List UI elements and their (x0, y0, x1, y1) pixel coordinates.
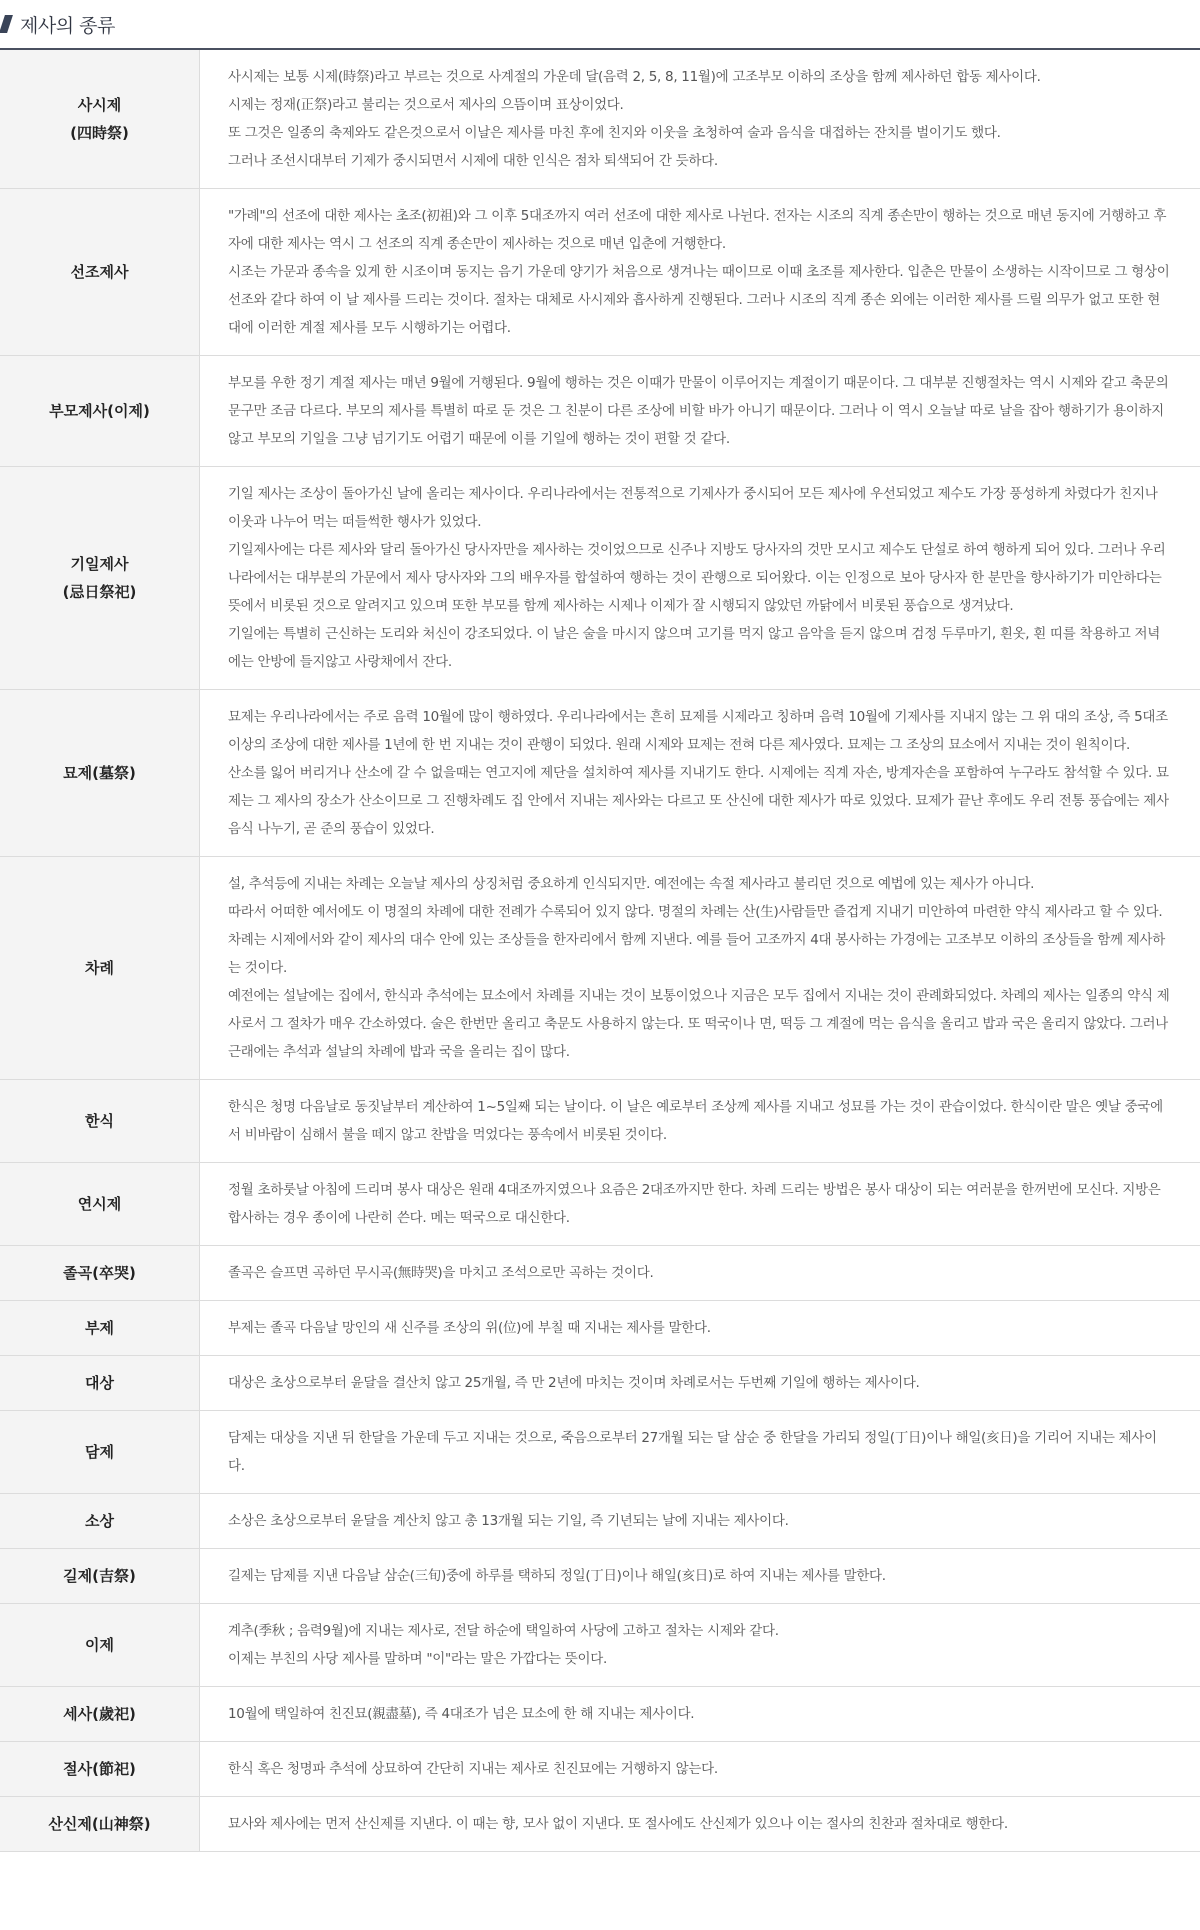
description-paragraph: 기일에는 특별히 근신하는 도리와 처신이 강조되었다. 이 날은 술을 마시지 않으며 고기를 먹지 않고 음악을 듣지 않으며 검정 두루마기, 흰옷, 흰 띠를 착용하고 저녁에는 안방에 들지않고 사랑채에서 잔다. (228, 626, 1160, 670)
rite-name-cell (0, 356, 200, 466)
rite-name: 절사(節祀) (63, 1760, 136, 1778)
rite-name: (忌日祭祀) (62, 583, 137, 601)
description-paragraph: "가례"의 선조에 대한 제사는 초조(初祖)와 그 이후 5대조까지 여러 선조에 대한 제사로 나뉜다. 전자는 시조의 직계 종손만이 행하는 것으로 매년 동지에 거행하고 후자에 대한 제사는 역시 그 선조의 직계 종손만이 제사하는 것으로 매년 입춘에 거행한다. (228, 208, 1167, 252)
description-paragraph: 대상은 초상으로부터 윤달을 결산치 않고 25개월, 즉 만 2년에 마치는 것이며 차례로서는 두번째 기일에 행하는 제사이다. (228, 1375, 920, 1391)
rite-description-cell (200, 1494, 1200, 1548)
description-paragraph: 한식은 청명 다음날로 동짓날부터 계산하여 1~5일째 되는 날이다. 이 날은 예로부터 조상께 제사를 지내고 성묘를 가는 것이 관습이었다. 한식이란 말은 옛날 중국에서 비바람이 심해서 불을 떼지 않고 찬밥을 먹었다는 풍속에서 비롯된 것이다. (228, 1099, 1163, 1143)
description-paragraph: 그러나 조선시대부터 기제가 중시되면서 시제에 대한 인식은 점차 퇴색되어 간 듯하다. (228, 153, 718, 169)
rite-name: 기일제사 (70, 555, 129, 573)
rite-name: 대상 (85, 1374, 114, 1392)
rites-table (0, 48, 1200, 1852)
slash-bar-icon (0, 15, 13, 33)
description-paragraph: 부모를 우한 정기 계절 제사는 매년 9월에 거행된다. 9월에 행하는 것은 이때가 만물이 이루어지는 계절이기 때문이다. 그 대부분 진행절차는 역시 시제와 같고 축문의 문구만 조금 다르다. 부모의 제사를 특별히 따로 둔 것은 그 친분이 다른 조상에 비할 바가 아니기 때문이다. 그러나 이 역시 오늘날 따로 날을 잡아 행하기가 용이하지 않고 부모의 기일을 그냥 넘기기도 어렵기 때문에 이를 기일에 행하는 것이 편할 것 같다. (228, 375, 1169, 447)
rite-name: 길제(吉祭) (63, 1567, 136, 1585)
table-row (0, 1246, 1200, 1301)
description-paragraph: 묘사와 제사에는 먼저 산신제를 지낸다. 이 때는 향, 모사 없이 지낸다. 또 절사에도 산신제가 있으나 이는 절사의 친찬과 절차대로 행한다. (228, 1816, 1008, 1832)
rite-description-cell (200, 189, 1200, 355)
rite-name-cell (0, 1797, 200, 1851)
description-paragraph: 묘제는 우리나라에서는 주로 음력 10월에 많이 행하였다. 우리나라에서는 흔히 묘제를 시제라고 칭하며 음력 10월에 기제사를 지내지 않는 그 위 대의 조상, 즉 5대조 이상의 조상에 대한 제사를 1년에 한 번 지내는 것이 관행이 되었다. 원래 시제와 묘제는 전혀 다른 제사였다. 묘제는 그 조상의 묘소에서 지내는 것이 원칙이다. (228, 709, 1168, 753)
rite-name: 차례 (85, 959, 114, 977)
description-paragraph: 담제는 대상을 지낸 뒤 한달을 가운데 두고 지내는 것으로, 죽음으로부터 27개월 되는 달 삼순 중 한달을 가리되 정일(丁日)이나 해일(亥日)을 기리어 지내는 제사이다. (228, 1430, 1157, 1474)
rite-name-cell (0, 467, 200, 689)
table-row (0, 1797, 1200, 1852)
rite-name: 선조제사 (70, 263, 129, 281)
rite-description-cell (200, 857, 1200, 1079)
rite-name: 세사(歲祀) (63, 1705, 136, 1723)
description-paragraph: 또 그것은 일종의 축제와도 같은것으로서 이날은 제사를 마친 후에 친지와 이웃을 초청하여 술과 음식을 대접하는 잔치를 벌이기도 했다. (228, 125, 1001, 141)
description-paragraph: 설, 추석등에 지내는 차례는 오늘날 제사의 상징처럼 중요하게 인식되지만. 예전에는 속절 제사라고 불리던 것으로 예법에 있는 제사가 아니다. (228, 876, 1035, 892)
description-paragraph: 시제는 정재(正祭)라고 불리는 것으로서 제사의 으뜸이며 표상이었다. (228, 97, 624, 113)
table-row (0, 356, 1200, 467)
rite-description-cell (200, 1549, 1200, 1603)
rite-name: (四時祭) (70, 124, 129, 142)
rite-name-cell (0, 1080, 200, 1162)
rite-description-cell (200, 1163, 1200, 1245)
rite-name: 한식 (85, 1112, 114, 1130)
rite-name-cell (0, 50, 200, 188)
description-paragraph: 산소를 잃어 버리거나 산소에 갈 수 없을때는 연고지에 제단을 설치하여 제사를 지내기도 한다. 시제에는 직계 자손, 방계자손을 포함하여 누구라도 참석할 수 있다. 묘제는 그 제사의 장소가 산소이므로 그 진행차례도 집 안에서 지내는 제사와는 다르고 또 산신에 대한 제사가 따로 있었다. 묘제가 끝난 후에도 우리 전통 풍습에는 제사음식 나누기, 곧 준의 풍습이 있었다. (228, 765, 1169, 837)
rite-name-cell (0, 1494, 200, 1548)
rite-name-cell (0, 1301, 200, 1355)
table-row (0, 189, 1200, 356)
rite-name-cell (0, 189, 200, 355)
table-row (0, 1080, 1200, 1163)
rite-name: 부제 (85, 1319, 114, 1337)
rite-name-cell (0, 1549, 200, 1603)
description-paragraph: 10월에 택일하여 친진묘(親盡墓), 즉 4대조가 넘은 묘소에 한 해 지내는 제사이다. (228, 1706, 695, 1722)
rite-name-cell (0, 1356, 200, 1410)
rite-name: 이제 (85, 1636, 114, 1654)
rite-name-cell (0, 1742, 200, 1796)
description-paragraph: 기일제사에는 다른 제사와 달리 돌아가신 당사자만을 제사하는 것이었으므로 신주나 지방도 당사자의 것만 모시고 제수도 단설로 하여 행하게 되어 있다. 그러나 우리나라에서는 대부분의 가문에서 제사 당사자와 그의 배우자를 합설하여 행하는 것이 관행으로 되어왔다. 이는 인정으로 보아 당사자 한 분만을 향사하기가 미안하다는 뜻에서 비롯된 것으로 알려지고 있으며 또한 부모를 함께 제사하는 시제나 이제가 잘 시행되지 않았던 까닭에서 비롯된 풍습으로 생겨났다. (228, 542, 1166, 614)
rite-description-cell (200, 1411, 1200, 1493)
table-row (0, 1604, 1200, 1687)
description-paragraph: 이제는 부친의 사당 제사를 말하며 "이"라는 말은 가깝다는 뜻이다. (228, 1651, 608, 1667)
rite-description-cell (200, 50, 1200, 188)
rite-name-cell (0, 1246, 200, 1300)
rite-description-cell (200, 356, 1200, 466)
section-header (0, 0, 1200, 48)
description-paragraph: 계추(季秋 ; 음력9월)에 지내는 제사로, 전달 하순에 택일하여 사당에 고하고 절차는 시제와 같다. (228, 1623, 779, 1639)
table-row (0, 1549, 1200, 1604)
rite-name: 부모제사(이제) (49, 402, 150, 420)
rite-description-cell (200, 1687, 1200, 1741)
rite-name: 연시제 (77, 1195, 122, 1213)
rite-description-cell (200, 1797, 1200, 1851)
page-title: 제사의 종류 (20, 14, 115, 37)
rite-description-cell (200, 1301, 1200, 1355)
rite-name-cell (0, 1604, 200, 1686)
table-row (0, 50, 1200, 189)
description-paragraph: 사시제는 보통 시제(時祭)라고 부르는 것으로 사계절의 가운데 달(음력 2, 5, 8, 11월)에 고조부모 이하의 조상을 함께 제사하던 합동 제사이다. (228, 69, 1041, 85)
rite-name: 담제 (85, 1443, 114, 1461)
rite-description-cell (200, 1742, 1200, 1796)
table-row (0, 1356, 1200, 1411)
table-row (0, 467, 1200, 690)
rite-name-cell (0, 1687, 200, 1741)
table-row (0, 1301, 1200, 1356)
rite-description-cell (200, 1604, 1200, 1686)
description-paragraph: 졸곡은 슬프면 곡하던 무시곡(無時哭)을 마치고 조석으로만 곡하는 것이다. (228, 1265, 654, 1281)
description-paragraph: 길제는 담제를 지낸 다음날 삼순(三旬)중에 하루를 택하되 정일(丁日)이나 해일(亥日)로 하여 지내는 제사를 말한다. (228, 1568, 886, 1584)
rite-name-cell (0, 1411, 200, 1493)
description-paragraph: 예전에는 설날에는 집에서, 한식과 추석에는 묘소에서 차례를 지내는 것이 보통이었으나 지금은 모두 집에서 지내는 것이 관례화되었다. 차례의 제사는 일종의 약식 제사로서 그 절차가 매우 간소하였다. 술은 한번만 올리고 축문도 사용하지 않는다. 또 떡국이나 면, 떡등 그 계절에 먹는 음식을 올리고 밥과 국은 올리지 않았다. 그러나 근래에는 추석과 설날의 차례에 밥과 국을 올리는 집이 많다. (228, 988, 1170, 1060)
rite-description-cell (200, 1356, 1200, 1410)
table-row (0, 1742, 1200, 1797)
description-paragraph: 한식 혹은 청명파 추석에 상묘하여 간단히 지내는 제사로 친진묘에는 거행하지 않는다. (228, 1761, 718, 1777)
table-row (0, 1163, 1200, 1246)
rite-description-cell (200, 690, 1200, 856)
rite-description-cell (200, 1246, 1200, 1300)
table-row (0, 1411, 1200, 1494)
table-row (0, 857, 1200, 1080)
rite-name: 졸곡(卒哭) (63, 1264, 136, 1282)
table-row (0, 1687, 1200, 1742)
rite-name: 산신제(山神祭) (48, 1815, 151, 1833)
rite-name: 묘제(墓祭) (63, 764, 136, 782)
description-paragraph: 시조는 가문과 종속을 있게 한 시조이며 동지는 음기 가운데 양기가 처음으로 생겨나는 때이므로 이때 초조를 제사한다. 입춘은 만물이 소생하는 시작이므로 그 형상이 선조와 같다 하여 이 날 제사를 드리는 것이다. 절차는 대체로 사시제와 흡사하게 진행된다. 그러나 시조의 직계 종손 외에는 이러한 제사를 드릴 의무가 없고 또한 현대에 이러한 계절 제사를 모두 시행하기는 어렵다. (228, 264, 1170, 336)
rite-description-cell (200, 1080, 1200, 1162)
rite-name: 소상 (85, 1512, 114, 1530)
description-paragraph: 따라서 어떠한 예서에도 이 명절의 차례에 대한 전례가 수록되어 있지 않다. 명절의 차례는 산(生)사람들만 즐겁게 지내기 미안하여 마련한 약식 제사라고 할 수 있다. 차례는 시제에서와 같이 제사의 대수 안에 있는 조상들을 한자리에서 함께 지낸다. 예를 들어 고조까지 4대 봉사하는 가경에는 고조부모 이하의 조상들을 함께 제사하는 것이다. (228, 904, 1166, 976)
description-paragraph: 기일 제사는 조상이 돌아가신 날에 올리는 제사이다. 우리나라에서는 전통적으로 기제사가 중시되어 모든 제사에 우선되었고 제수도 가장 풍성하게 차렸다가 친지나 이웃과 나누어 먹는 떠들썩한 행사가 있었다. (228, 486, 1158, 530)
rite-description-cell (200, 467, 1200, 689)
description-paragraph: 정월 초하룻날 아침에 드리며 봉사 대상은 원래 4대조까지였으나 요즘은 2대조까지만 한다. 차례 드리는 방법은 봉사 대상이 되는 여러분을 한꺼번에 모신다. 지방은 합사하는 경우 종이에 나란히 쓴다. 메는 떡국으로 대신한다. (228, 1182, 1161, 1226)
rite-name-cell (0, 1163, 200, 1245)
table-row (0, 1494, 1200, 1549)
description-paragraph: 부제는 졸곡 다음날 망인의 새 신주를 조상의 위(位)에 부칠 때 지내는 제사를 말한다. (228, 1320, 711, 1336)
description-paragraph: 소상은 초상으로부터 윤달을 계산치 않고 총 13개월 되는 기일, 즉 기년되는 날에 지내는 제사이다. (228, 1513, 789, 1529)
rite-name: 사시제 (77, 96, 122, 114)
rite-name-cell (0, 857, 200, 1079)
table-row (0, 690, 1200, 857)
rite-name-cell (0, 690, 200, 856)
